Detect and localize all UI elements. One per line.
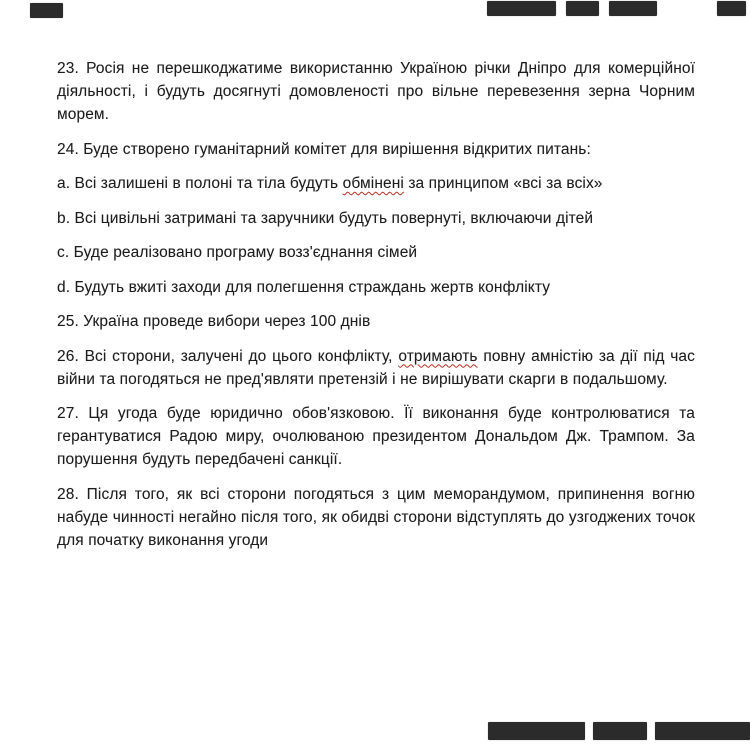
paragraph-24: 24. Буде створено гуманітарний комітет для вирішення відкритих питань: xyxy=(57,140,591,158)
redaction-bar xyxy=(655,722,750,740)
list-item-b: b. Всі цивільні затримані та заручники будуть повернуті, включаючи дітей xyxy=(57,209,594,227)
redaction-bar xyxy=(487,1,556,16)
list-item-a-text: a. Всі залишені в полоні та тіла будуть xyxy=(57,175,343,192)
redaction-bar xyxy=(609,1,657,16)
spellcheck-word-obmineni: обмінені xyxy=(342,175,404,192)
document-body xyxy=(57,57,695,563)
list-item-c: c. Буде реалізовано програму возз'єднання сімей xyxy=(57,244,418,261)
paragraph-23: 23. Росія не перешкоджатиме використанню Україною річки Дніпро для комерційної діяльності, і будуть досягнуті домовленості про вільне перевезення зерна Чорним морем. xyxy=(57,60,695,123)
redaction-bar xyxy=(566,1,599,16)
redaction-bar xyxy=(593,722,647,740)
paragraph-27: 27. Ця угода буде юридично обов'язковою. Її виконання буде контролюватися та герантуватися Радою миру, очолюваною президентом Дональдом Дж. Трампом. За порушення будуть передбачені санкції. xyxy=(57,405,695,468)
list-item-a xyxy=(57,172,695,195)
paragraph-25: 25. Україна проведе вибори через 100 днів xyxy=(57,313,371,330)
paragraph-26-text: 26. Всі сторони, залучені до цього конфлікту, xyxy=(57,347,399,365)
paragraph-28: 28. Після того, як всі сторони погодяться з цим меморандумом, припинення вогню набуде чинності негайно після того, як обидві сторони відступлять до узгоджених точок для початку виконання угоди xyxy=(57,485,695,549)
list-item-a-text-after: за принципом «всі за всіх» xyxy=(403,175,603,192)
paragraph-26-text-after: повну амністію за дії під час війни та погодяться не пред'являти претензій і не вирішувати скарги в подальшому. xyxy=(57,347,695,388)
redaction-bar xyxy=(30,3,63,18)
redaction-bar xyxy=(488,722,585,740)
paragraph-26 xyxy=(57,345,695,391)
list-item-d: d. Будуть вжиті заходи для полегшення страждань жертв конфлікту xyxy=(57,278,551,296)
spellcheck-word-otrymayut: отримають xyxy=(398,347,478,365)
redaction-bar xyxy=(717,1,746,16)
